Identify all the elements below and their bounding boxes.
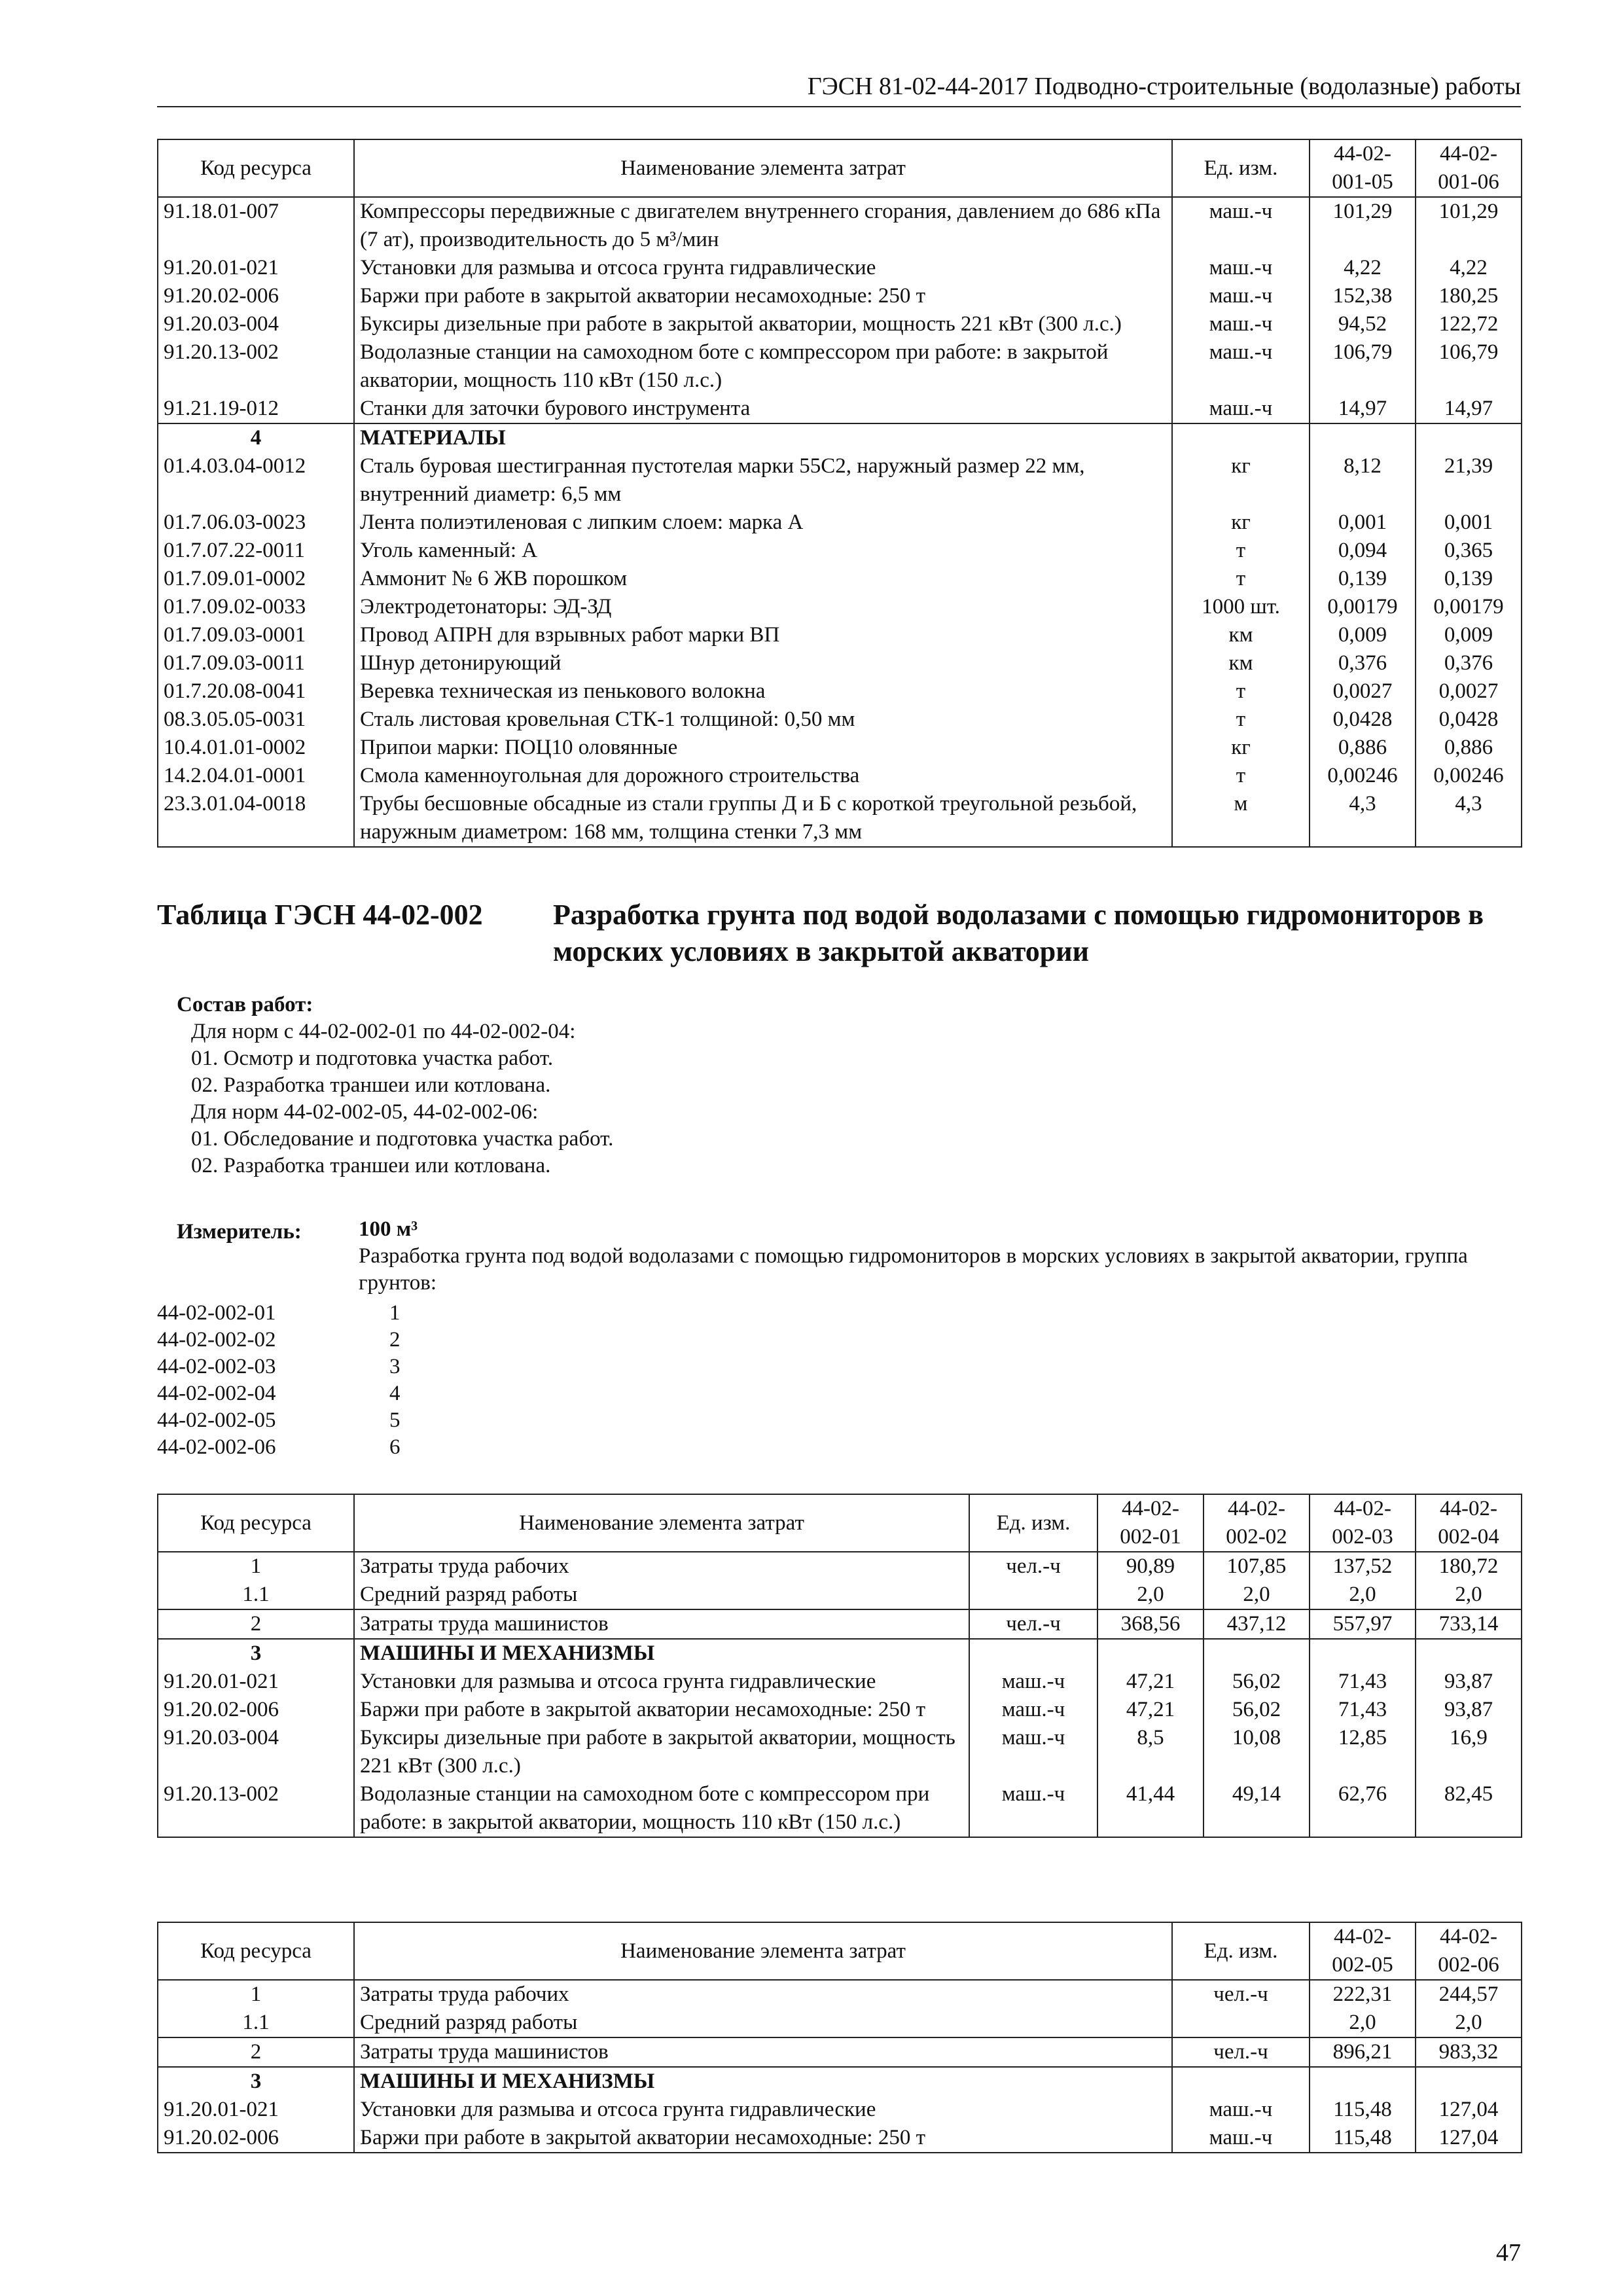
unit: чел.-ч [1172,2037,1310,2067]
norm-value: 0,00246 [1416,762,1522,790]
norm-value [1416,2067,1522,2096]
norm-value: 2,0 [1204,1581,1310,1609]
section-row [158,423,1522,452]
soil-group: 2 [389,1328,401,1352]
norm-value: 0,139 [1310,565,1416,593]
norm-value: 107,85 [1204,1552,1310,1581]
unit [1172,2067,1310,2096]
table-row [158,1724,1522,1780]
norm-value: 0,0428 [1416,706,1522,734]
section-row [158,1639,1522,1668]
table-row [158,621,1522,649]
norm-value: 8,5 [1097,1724,1204,1780]
resource-code: 1.1 [158,1581,354,1609]
unit: кг [1172,452,1310,509]
norm-value: 180,72 [1416,1552,1522,1581]
norm-value: 896,21 [1310,2037,1416,2067]
cost-element-name: Компрессоры передвижные с двигателем внутреннего сгорания, давлением до 686 кПа (7 ат), производительность до 5 м³/мин [354,197,1172,254]
norm-value [1204,1639,1310,1668]
resource-code: 91.21.19-012 [158,395,354,423]
table-row [158,593,1522,621]
table-row [158,1552,1522,1581]
resource-code: 91.20.02-006 [158,282,354,310]
norm-code: 44-02-002-03 [157,1355,276,1378]
resource-code: 91.20.03-004 [158,1724,354,1780]
cost-element-name: МАШИНЫ И МЕХАНИЗМЫ [354,2067,1172,2096]
norm-value [1310,1639,1416,1668]
unit: т [1172,762,1310,790]
resource-code: 91.20.01-021 [158,254,354,282]
cost-element-name: Электродетонаторы: ЭД-ЗД [354,593,1172,621]
table-row [158,2124,1522,2153]
unit: м [1172,790,1310,847]
norm-value: 152,38 [1310,282,1416,310]
norm-value: 222,31 [1310,1980,1416,2009]
norm-value: 0,886 [1416,734,1522,762]
norm-value: 244,57 [1416,1980,1522,2009]
norm-value: 49,14 [1204,1780,1310,1837]
resource-code: 14.2.04.01-0001 [158,762,354,790]
unit: маш.-ч [1172,282,1310,310]
meter-value: 100 м³ [359,1217,418,1241]
col-header-norm: 44-02-002-05 [1310,1922,1416,1980]
work-step: 01. Обследование и подготовка участка работ. [191,1127,614,1151]
norm-value: 16,9 [1416,1724,1522,1780]
norm-value: 122,72 [1416,310,1522,338]
norm-value: 94,52 [1310,310,1416,338]
work-step: Для норм 44-02-002-05, 44-02-002-06: [191,1100,539,1124]
resource-code: 3 [158,1639,354,1668]
resource-code: 2 [158,2037,354,2067]
table-row [158,2037,1522,2067]
col-header-norm: 44-02-002-06 [1416,1922,1522,1980]
table-row [158,2009,1522,2037]
work-step: Для норм с 44-02-002-01 по 44-02-002-04: [191,1020,576,1043]
work-step: 02. Разработка траншеи или котлована. [191,1073,551,1097]
table-row [158,282,1522,310]
unit: т [1172,677,1310,706]
col-header-code: Код ресурса [158,1494,354,1552]
unit: маш.-ч [1172,338,1310,395]
norm-value: 101,29 [1416,197,1522,254]
resource-code: 91.20.01-021 [158,2096,354,2124]
cost-element-name: Сталь буровая шестигранная пустотелая марки 55С2, наружный размер 22 мм, внутренний диаметр: 6,5 мм [354,452,1172,509]
norm-value: 983,32 [1416,2037,1522,2067]
table-row [158,1696,1522,1724]
norm-item [157,1354,484,1380]
unit: кг [1172,734,1310,762]
cost-element-name: Водолазные станции на самоходном боте с компрессором при работе: в закрытой акватории, мощность 110 кВт (150 л.с.) [354,1780,969,1837]
work-composition [177,992,613,1179]
unit: маш.-ч [969,1696,1097,1724]
table-row [158,565,1522,593]
cost-element-name: Шнур детонирующий [354,649,1172,677]
norm-value: 101,29 [1310,197,1416,254]
resource-code: 01.7.09.03-0001 [158,621,354,649]
cost-element-name: Баржи при работе в закрытой акватории несамоходные: 250 т [354,2124,1172,2153]
unit [969,1639,1097,1668]
norm-value: 0,001 [1310,509,1416,537]
norm-value: 733,14 [1416,1609,1522,1639]
norm-item [157,1380,484,1407]
norm-value: 106,79 [1416,338,1522,395]
unit: маш.-ч [1172,395,1310,423]
norm-code: 44-02-002-04 [157,1382,276,1405]
resource-code: 91.20.13-002 [158,1780,354,1837]
table-row [158,254,1522,282]
cost-element-name: Веревка техническая из пенькового волокна [354,677,1172,706]
cost-element-name: Смола каменноугольная для дорожного строительства [354,762,1172,790]
resources-table-002-b [157,1922,1522,2153]
norm-value: 2,0 [1310,2009,1416,2037]
table-row [158,762,1522,790]
table-row [158,2096,1522,2124]
norm-value [1416,1639,1522,1668]
col-header-norm: 44-02-002-03 [1310,1494,1416,1552]
norm-value: 127,04 [1416,2096,1522,2124]
table-label: Таблица ГЭСН 44-02-002 [157,899,483,931]
norm-value: 71,43 [1310,1668,1416,1696]
norm-value: 180,25 [1416,282,1522,310]
unit: т [1172,706,1310,734]
resource-code: 2 [158,1609,354,1639]
cost-element-name: Затраты труда машинистов [354,1609,969,1639]
unit: 1000 шт. [1172,593,1310,621]
unit: маш.-ч [1172,2124,1310,2153]
cost-element-name: Сталь листовая кровельная СТК-1 толщиной: 0,50 мм [354,706,1172,734]
table-row [158,1581,1522,1609]
norm-value: 4,3 [1416,790,1522,847]
col-header-norm: 44-02-002-04 [1416,1494,1522,1552]
norm-value: 0,00246 [1310,762,1416,790]
unit: маш.-ч [1172,197,1310,254]
resources-table-001-body [158,197,1522,847]
col-header-norm: 44-02-002-02 [1204,1494,1310,1552]
table-row [158,1780,1522,1837]
norm-value: 115,48 [1310,2096,1416,2124]
cost-element-name: Установки для размыва и отсоса грунта гидравлические [354,1668,969,1696]
norm-value: 8,12 [1310,452,1416,509]
work-composition-list [177,1018,613,1179]
norm-value: 115,48 [1310,2124,1416,2153]
meter-label: Измеритель: [177,1220,302,1244]
col-header-norm: 44-02-002-01 [1097,1494,1204,1552]
norm-value: 10,08 [1204,1724,1310,1780]
cost-element-name: Средний разряд работы [354,2009,1172,2037]
unit: т [1172,537,1310,565]
page-number: 47 [1496,2239,1521,2267]
norm-item [157,1300,484,1327]
table-row [158,395,1522,423]
resource-code: 91.20.01-021 [158,1668,354,1696]
resource-code: 91.20.02-006 [158,1696,354,1724]
unit: маш.-ч [969,1724,1097,1780]
norm-value: 56,02 [1204,1696,1310,1724]
norm-value: 437,12 [1204,1609,1310,1639]
norm-code: 44-02-002-02 [157,1328,276,1352]
resources-table-001 [157,139,1522,848]
resource-code: 91.18.01-007 [158,197,354,254]
resources-table-002-a-body [158,1552,1522,1837]
norm-value: 557,97 [1310,1609,1416,1639]
resource-code: 4 [158,423,354,452]
resources-table-002-b-body [158,1980,1522,2153]
table-row [158,338,1522,395]
col-header-name: Наименование элемента затрат [354,139,1172,197]
norm-item [157,1327,484,1354]
norms-list [157,1300,484,1461]
norm-value: 0,094 [1310,537,1416,565]
norm-value: 0,376 [1310,649,1416,677]
table-row [158,706,1522,734]
cost-element-name: Лента полиэтиленовая с липким слоем: марка А [354,509,1172,537]
resource-code: 1 [158,1552,354,1581]
norm-value: 2,0 [1416,1581,1522,1609]
work-step: 02. Разработка траншеи или котлована. [191,1154,551,1177]
cost-element-name: МАТЕРИАЛЫ [354,423,1172,452]
table-row [158,1668,1522,1696]
cost-element-name: МАШИНЫ И МЕХАНИЗМЫ [354,1639,969,1668]
norm-value: 4,22 [1310,254,1416,282]
resource-code: 01.7.09.03-0011 [158,649,354,677]
norm-value: 0,001 [1416,509,1522,537]
unit: чел.-ч [969,1609,1097,1639]
unit: т [1172,565,1310,593]
unit: чел.-ч [969,1552,1097,1581]
unit: км [1172,649,1310,677]
norm-value: 0,0428 [1310,706,1416,734]
cost-element-name: Водолазные станции на самоходном боте с компрессором при работе: в закрытой акватории, мощность 110 кВт (150 л.с.) [354,338,1172,395]
cost-element-name: Затраты труда машинистов [354,2037,1172,2067]
cost-element-name: Буксиры дизельные при работе в закрытой акватории, мощность 221 кВт (300 л.с.) [354,1724,969,1780]
norm-value: 0,0027 [1416,677,1522,706]
norm-value: 41,44 [1097,1780,1204,1837]
table-title: Разработка грунта под водой водолазами с помощью гидромониторов в морских условиях в закрытой акватории [553,899,1484,967]
cost-element-name: Станки для заточки бурового инструмента [354,395,1172,423]
work-composition-title: Состав работ: [177,993,313,1016]
norm-value [1097,1639,1204,1668]
soil-group: 1 [389,1301,401,1325]
cost-element-name: Уголь каменный: А [354,537,1172,565]
table-row [158,649,1522,677]
resource-code: 01.7.20.08-0041 [158,677,354,706]
resources-table-001-head [158,139,1522,197]
soil-group: 3 [389,1355,401,1378]
col-header-unit: Ед. изм. [1172,139,1310,197]
norm-value: 137,52 [1310,1552,1416,1581]
norm-value: 93,87 [1416,1696,1522,1724]
table-row [158,1980,1522,2009]
norm-value: 0,00179 [1310,593,1416,621]
cost-element-name: Провод АПРН для взрывных работ марки ВП [354,621,1172,649]
col-header-unit: Ед. изм. [969,1494,1097,1552]
unit [969,1581,1097,1609]
cost-element-name: Затраты труда рабочих [354,1980,1172,2009]
meter-block [359,1216,1471,1297]
norm-value: 90,89 [1097,1552,1204,1581]
running-header: ГЭСН 81-02-44-2017 Подводно-строительные (водолазные) работы [157,72,1521,107]
table-row [158,1609,1522,1639]
table-row [158,197,1522,254]
resource-code: 01.7.06.03-0023 [158,509,354,537]
resource-code: 1 [158,1980,354,2009]
table-row [158,734,1522,762]
norm-value: 0,009 [1310,621,1416,649]
unit: кг [1172,509,1310,537]
meter-description: Разработка грунта под водой водолазами с помощью гидромониторов в морских условиях в закрытой акватории, группа грунтов: [359,1244,1468,1295]
unit: маш.-ч [969,1780,1097,1837]
norm-value: 2,0 [1097,1581,1204,1609]
norm-item [157,1407,484,1434]
norm-value: 47,21 [1097,1668,1204,1696]
norm-value [1310,2067,1416,2096]
unit [1172,2009,1310,2037]
norm-value [1310,423,1416,452]
norm-value: 2,0 [1416,2009,1522,2037]
soil-group: 4 [389,1382,401,1405]
resource-code: 91.20.02-006 [158,2124,354,2153]
resource-code: 91.20.03-004 [158,310,354,338]
cost-element-name: Аммонит № 6 ЖВ порошком [354,565,1172,593]
resource-code: 01.4.03.04-0012 [158,452,354,509]
table-row [158,537,1522,565]
norm-value: 14,97 [1310,395,1416,423]
norm-value: 14,97 [1416,395,1522,423]
cost-element-name: Установки для размыва и отсоса грунта гидравлические [354,254,1172,282]
norm-value: 4,3 [1310,790,1416,847]
unit: маш.-ч [1172,310,1310,338]
norm-value: 2,0 [1310,1581,1416,1609]
unit: км [1172,621,1310,649]
section-row [158,2067,1522,2096]
work-step: 01. Осмотр и подготовка участка работ. [191,1047,554,1070]
cost-element-name: Средний разряд работы [354,1581,969,1609]
soil-group: 6 [389,1435,401,1459]
norm-code: 44-02-002-05 [157,1408,276,1432]
unit: маш.-ч [1172,254,1310,282]
norm-value: 56,02 [1204,1668,1310,1696]
unit [1172,423,1310,452]
resource-code: 01.7.07.22-0011 [158,537,354,565]
norm-code: 44-02-002-01 [157,1301,276,1325]
norm-value: 0,886 [1310,734,1416,762]
col-header-code: Код ресурса [158,1922,354,1980]
resources-table-002-a [157,1494,1522,1838]
norm-value: 368,56 [1097,1609,1204,1639]
norm-value: 0,0027 [1310,677,1416,706]
table-row [158,310,1522,338]
norm-value: 47,21 [1097,1696,1204,1724]
norm-value [1416,423,1522,452]
resource-code: 1.1 [158,2009,354,2037]
norm-item [157,1434,484,1461]
unit: маш.-ч [1172,2096,1310,2124]
norm-value: 93,87 [1416,1668,1522,1696]
col-header-code: Код ресурса [158,139,354,197]
norm-value: 0,00179 [1416,593,1522,621]
cost-element-name: Баржи при работе в закрытой акватории несамоходные: 250 т [354,282,1172,310]
resource-code: 3 [158,2067,354,2096]
col-header-unit: Ед. изм. [1172,1922,1310,1980]
cost-element-name: Трубы бесшовные обсадные из стали группы Д и Б с короткой треугольной резьбой, наружным диаметром: 168 мм, толщина стенки 7,3 мм [354,790,1172,847]
cost-element-name: Установки для размыва и отсоса грунта гидравлические [354,2096,1172,2124]
col-header-name: Наименование элемента затрат [354,1922,1172,1980]
resources-table-002-a-head [158,1494,1522,1552]
resource-code: 10.4.01.01-0002 [158,734,354,762]
resource-code: 23.3.01.04-0018 [158,790,354,847]
cost-element-name: Затраты труда рабочих [354,1552,969,1581]
norm-value: 82,45 [1416,1780,1522,1837]
unit: маш.-ч [969,1668,1097,1696]
soil-group: 5 [389,1408,401,1432]
resource-code: 91.20.13-002 [158,338,354,395]
norm-value: 0,376 [1416,649,1522,677]
cost-element-name: Баржи при работе в закрытой акватории несамоходные: 250 т [354,1696,969,1724]
col-header-name: Наименование элемента затрат [354,1494,969,1552]
norm-value: 0,365 [1416,537,1522,565]
cost-element-name: Припои марки: ПОЦ10 оловянные [354,734,1172,762]
norm-value: 21,39 [1416,452,1522,509]
col-header-norm: 44-02-001-05 [1310,139,1416,197]
norm-value: 106,79 [1310,338,1416,395]
resource-code: 01.7.09.01-0002 [158,565,354,593]
norm-value: 4,22 [1416,254,1522,282]
norm-value: 0,139 [1416,565,1522,593]
cost-element-name: Буксиры дизельные при работе в закрытой акватории, мощность 221 кВт (300 л.с.) [354,310,1172,338]
table-row [158,509,1522,537]
norm-value: 127,04 [1416,2124,1522,2153]
table-row [158,677,1522,706]
norm-code: 44-02-002-06 [157,1435,276,1459]
norm-value: 12,85 [1310,1724,1416,1780]
resource-code: 08.3.05.05-0031 [158,706,354,734]
unit: чел.-ч [1172,1980,1310,2009]
norm-value: 62,76 [1310,1780,1416,1837]
resources-table-002-b-head [158,1922,1522,1980]
norm-value: 0,009 [1416,621,1522,649]
col-header-norm: 44-02-001-06 [1416,139,1522,197]
resource-code: 01.7.09.02-0033 [158,593,354,621]
norm-value: 71,43 [1310,1696,1416,1724]
table-row [158,790,1522,847]
table-row [158,452,1522,509]
